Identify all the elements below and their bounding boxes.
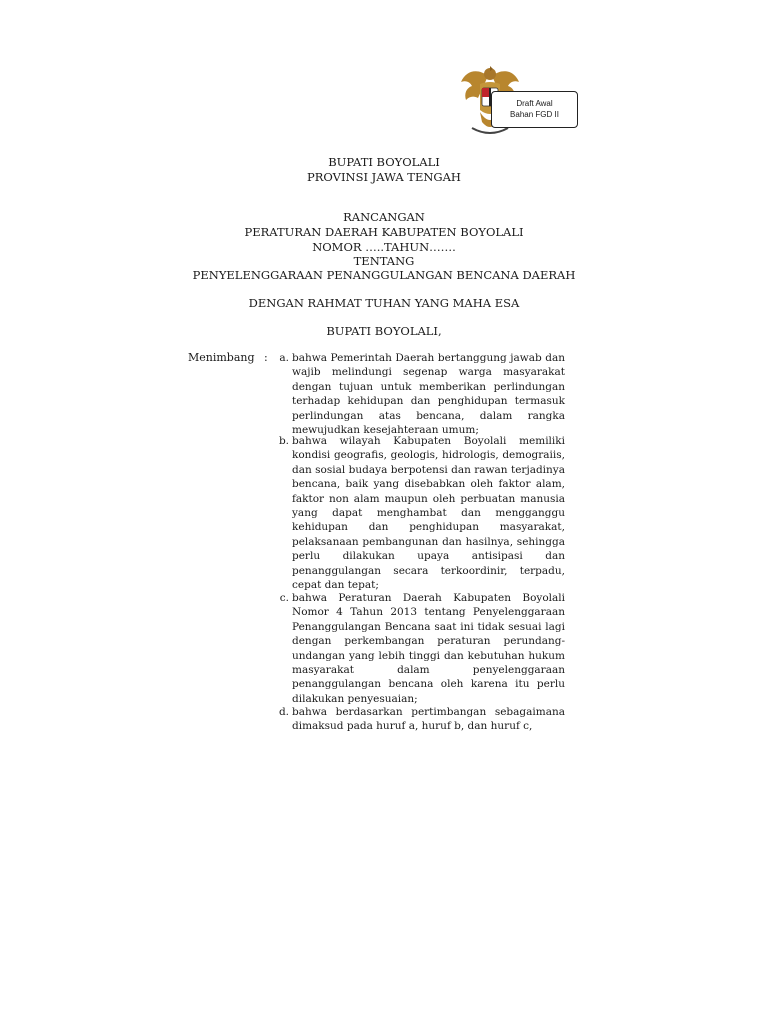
title-subject: PENYELENGGARAAN PENANGGULANGAN BENCANA DAERAH — [192, 268, 576, 282]
stamp-line-2: Bahan FGD II — [510, 110, 559, 119]
bupati-signoff: BUPATI BOYOLALI, — [326, 324, 442, 338]
item-text: bahwa berdasarkan pertimbangan sebagaimana dimaksud pada huruf a, huruf b, dan huruf c, — [292, 706, 565, 733]
menimbang-label: Menimbang — [188, 351, 255, 364]
title-rancangan: RANCANGAN — [343, 210, 425, 224]
blessing-line: DENGAN RAHMAT TUHAN YANG MAHA ESA — [248, 296, 520, 310]
header-regent: BUPATI BOYOLALI — [328, 155, 440, 169]
item-letter: d. — [278, 706, 289, 718]
header-province: PROVINSI JAWA TENGAH — [307, 170, 461, 184]
stamp-line-1: Draft Awal — [516, 99, 553, 108]
menimbang-colon: : — [264, 351, 268, 364]
title-tentang: TENTANG — [353, 254, 415, 268]
title-perda: PERATURAN DAERAH KABUPATEN BOYOLALI — [244, 225, 524, 239]
item-letter: c. — [279, 592, 289, 604]
item-letter: a. — [279, 352, 289, 364]
item-letter: b. — [278, 435, 289, 447]
title-nomor: NOMOR …..TAHUN……. — [312, 240, 456, 254]
item-text: bahwa Peraturan Daerah Kabupaten Boyolali Nomor 4 Tahun 2013 tentang Penyelenggaraan Penanggulangan Bencana saat ini tidak sesuai lagi dengan perkembangan peraturan perundang-undangan yang lebih tinggi dan kebutuhan hukum masyarakat dalam penyelenggaraan penanggulangan bencana oleh karena itu perlu dilakukan penyesuaian; — [292, 592, 565, 705]
item-text: bahwa Pemerintah Daerah bertanggung jawab dan wajib melindungi segenap warga masyarakat dengan tujuan untuk memberikan perlindungan terhadap kehidupan dan penghidupan termasuk perlindungan atas bencana, dalam rangka mewujudkan kesejahteraan umum; — [292, 352, 565, 437]
item-text: bahwa wilayah Kabupaten Boyolali memiliki kondisi geografis, geologis, hidrologis, demograiis, dan sosial budaya berpotensi dan rawan terjadinya bencana, baik yang disebabkan oleh faktor alam, faktor non alam maupun oleh perbuatan manusia yang dapat menghambat dan mengganggu kehidupan dan penghidupan masyarakat, pelaksanaan pembangunan dan hasilnya, sehingga perlu dilakukan upaya antisipasi dan penanggulangan secara terkoordinir, terpadu, cepat dan tepat; — [292, 435, 565, 592]
draft-stamp-box — [491, 91, 578, 128]
